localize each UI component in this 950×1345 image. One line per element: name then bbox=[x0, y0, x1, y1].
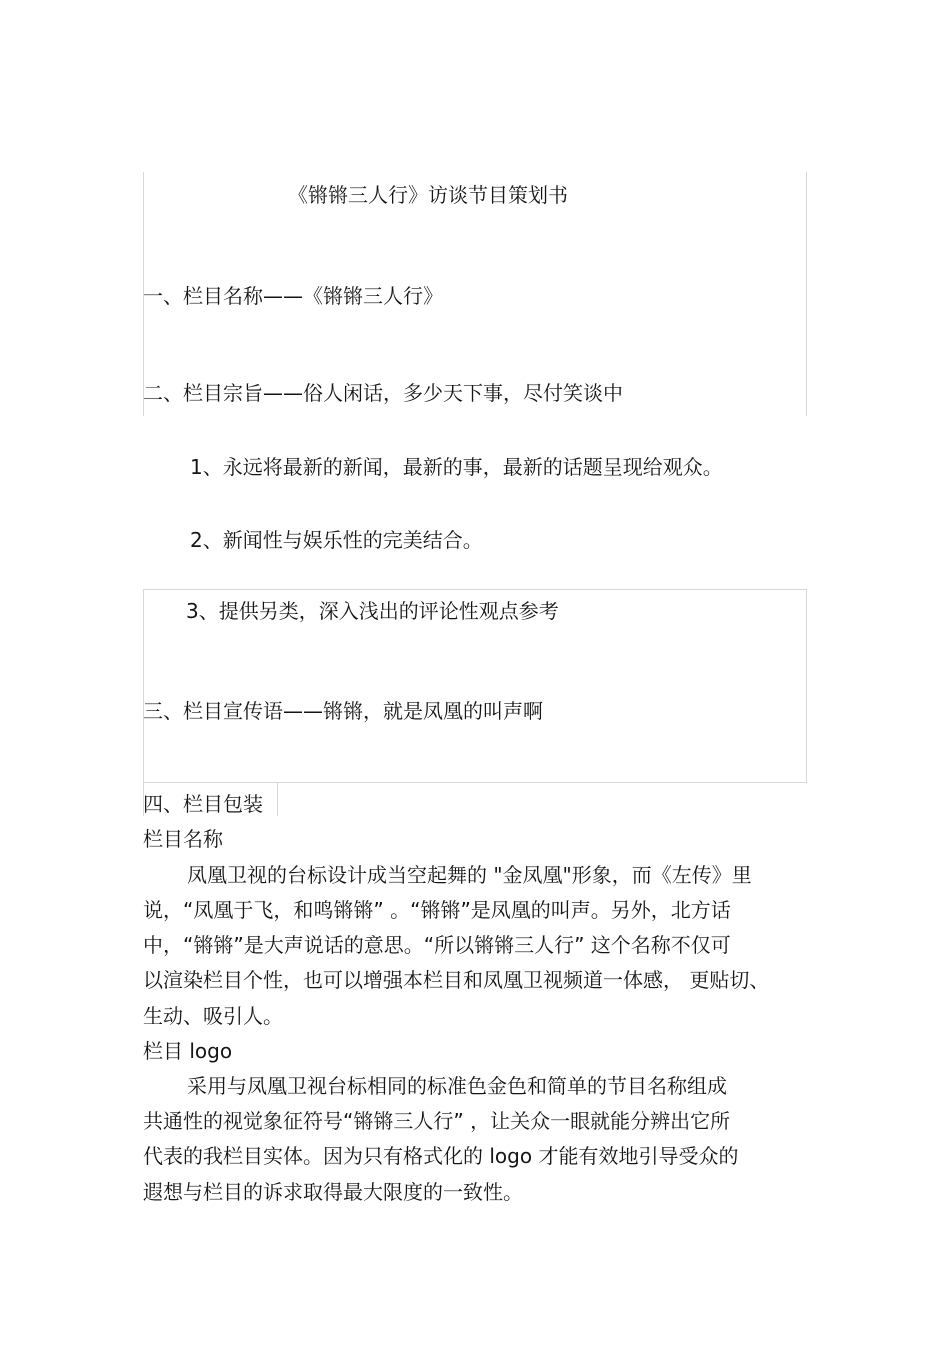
purpose-item-1: 1、永远将最新的新闻，最新的事，最新的话题呈现给观众。 bbox=[190, 455, 723, 479]
paragraph-line: 凤凰卫视的台标设计成当空起舞的 "金凤凰"形象，而《左传》里 bbox=[187, 863, 752, 887]
paragraph-line: 采用与凤凰卫视台标相同的标准色金色和简单的节目名称组成 bbox=[187, 1074, 727, 1098]
section-heading-packaging: 四、栏目包装 bbox=[143, 792, 263, 816]
paragraph-line: 遐想与栏目的诉求取得最大限度的一致性。 bbox=[143, 1180, 523, 1204]
paragraph-line: 说，“凤凰于飞，和鸣锵锵” 。“锵锵”是凤凰的叫声。另外，北方话 bbox=[143, 898, 731, 922]
purpose-item-2: 2、新闻性与娱乐性的完美结合。 bbox=[190, 528, 483, 552]
section-heading-slogan: 三、栏目宣传语——锵锵，就是凤凰的叫声啊 bbox=[143, 699, 543, 723]
paragraph-line: 共通性的视觉象征符号“锵锵三人行” ，让关众一眼就能分辨出它所 bbox=[143, 1109, 731, 1133]
paragraph-line: 中，“锵锵”是大声说话的意思。“所以锵锵三人行” 这个名称不仅可 bbox=[143, 933, 731, 957]
subheading-logo: 栏目 logo bbox=[143, 1039, 233, 1063]
document-title: 《锵锵三人行》访谈节目策划书 bbox=[288, 183, 568, 207]
section-heading-purpose: 二、栏目宗旨——俗人闲话，多少天下事，尽付笑谈中 bbox=[143, 381, 623, 405]
section-heading-name: 一、栏目名称——《锵锵三人行》 bbox=[143, 284, 443, 308]
paragraph-line: 以渲染栏目个性，也可以增强本栏目和凤凰卫视频道一体感， 更贴切、 bbox=[143, 968, 770, 992]
purpose-item-3: 3、提供另类，深入浅出的评论性观点参考 bbox=[186, 599, 559, 623]
paragraph-line: 生动、吸引人。 bbox=[143, 1004, 283, 1028]
subheading-name: 栏目名称 bbox=[143, 827, 223, 851]
paragraph-line: 代表的我栏目实体。因为只有格式化的 logo 才能有效地引导受众的 bbox=[143, 1144, 739, 1168]
